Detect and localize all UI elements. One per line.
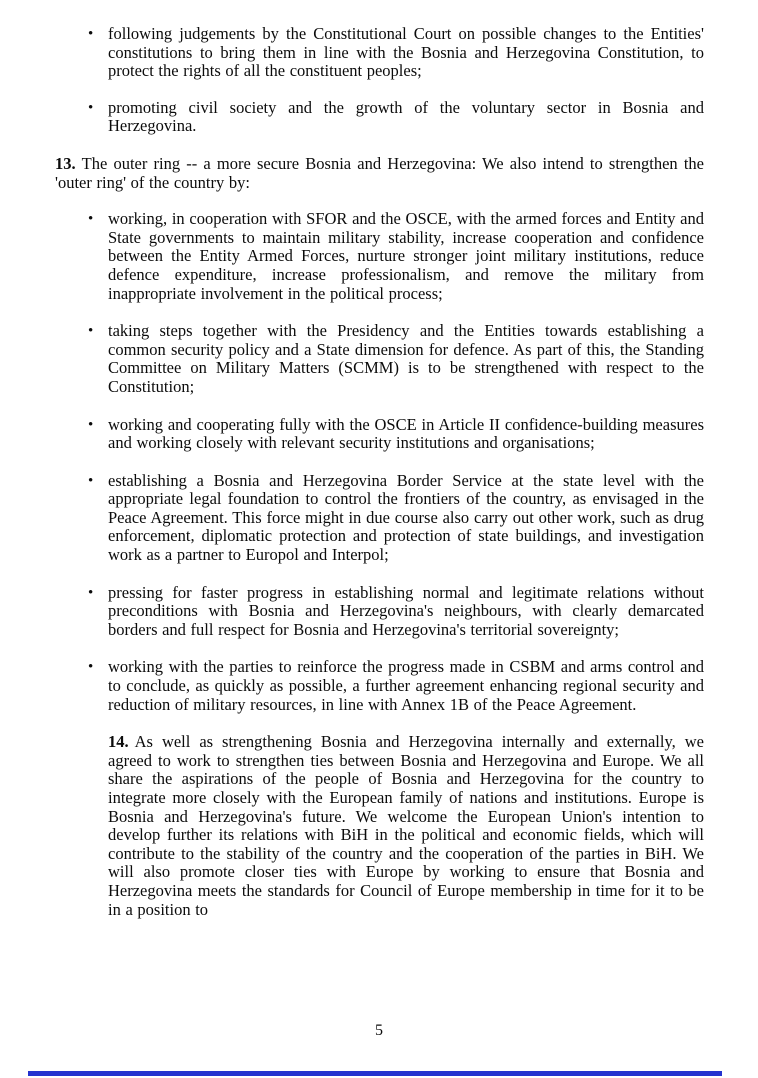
top-bullet-list xyxy=(55,25,704,136)
bullet-icon: • xyxy=(88,659,94,676)
bullet-icon: • xyxy=(88,99,94,116)
bullet-text: establishing a Bosnia and Herzegovina Border Service at the state level with the appropriate legal foundation to control the frontiers of the country, as envisaged in the Peace Agreement. This force might in due course also carry out other work, such as drug enforcement, diplomatic protection and protection of state buildings, and investigation work as a partner to Europol and Interpol; xyxy=(108,470,704,565)
paragraph-13-number: 13. xyxy=(55,153,76,173)
list-item xyxy=(88,322,704,396)
bullet-text: pressing for faster progress in establishing normal and legitimate relations without preconditions with Bosnia and Herzegovina's neighbours, with clearly demarcated borders and full respect for Bosnia and Herzegovina's territorial sovereignty; xyxy=(108,582,704,639)
bullet-text: promoting civil society and the growth of the voluntary sector in Bosnia and Herzegovina. xyxy=(108,97,704,136)
list-item xyxy=(88,416,704,453)
list-item xyxy=(88,25,704,81)
bullet-text: working, in cooperation with SFOR and the OSCE, with the armed forces and Entity and State governments to maintain military stability, increase cooperation and confidence between the Entity Armed Forces, nurture stronger joint military institutions, reduce defence expenditure, increase professionalism, and remove the military from inappropriate involvement in the political process; xyxy=(108,209,704,303)
bullet-text: working with the parties to reinforce the progress made in CSBM and arms control and to conclude, as quickly as possible, a further agreement enhancing regional security and reduction of military resources, in line with Annex 1B of the Peace Agreement. xyxy=(108,657,704,714)
paragraph-13-text: The outer ring -- a more secure Bosnia and Herzegovina: We also intend to strengthen the 'outer ring' of the country by: xyxy=(55,153,704,192)
paragraph-14 xyxy=(108,733,704,919)
list-item xyxy=(88,658,704,714)
scan-edge-artifact xyxy=(28,1071,722,1076)
paragraph-14-number: 14. xyxy=(108,732,129,752)
bullet-icon: • xyxy=(88,26,94,42)
list-item xyxy=(88,584,704,640)
paragraph-14-text: As well as strengthening Bosnia and Herzegovina internally and externally, we agreed to work to strengthen ties between Bosnia and Herzegovina and Europe. We all share the aspirations of the people of Bosnia and Herzegovina for the country to integrate more closely with the European family of nations and institutions. Europe is Bosnia and Herzegovina's future. We welcome the European Union's intention to develop further its relations with BiH in the political and economic fields, which will contribute to the stability of the country and the cooperation of the parties in BiH. We will also promote closer ties with Europe by working to ensure that Bosnia and Herzegovina meets the standards for Council of Europe membership in time for it to be in a position to xyxy=(108,732,704,919)
bullet-icon: • xyxy=(88,211,94,228)
bullet-icon: • xyxy=(88,584,94,601)
list-item xyxy=(88,472,704,565)
paragraph-13 xyxy=(55,155,704,192)
bullet-text: following judgements by the Constitutional Court on possible changes to the Entities' constitutions to bring them in line with the Bosnia and Herzegovina Constitution, to protect the rights of all the constituent peoples; xyxy=(108,24,704,81)
outer-ring-bullet-list xyxy=(55,210,704,714)
bullet-text: taking steps together with the Presidency and the Entities towards establishing a common security policy and a State dimension for defence. As part of this, the Standing Committee on Military Matters (SCMM) is to be strengthened with respect to the Constitution; xyxy=(108,321,704,396)
bullet-icon: • xyxy=(88,323,94,340)
list-item xyxy=(88,210,704,303)
bullet-icon: • xyxy=(88,416,94,433)
bullet-text: working and cooperating fully with the OSCE in Article II confidence-building measures and working closely with relevant security institutions and organisations; xyxy=(108,414,704,453)
bullet-icon: • xyxy=(88,472,94,489)
list-item xyxy=(88,99,704,136)
page-number: 5 xyxy=(375,1022,383,1039)
